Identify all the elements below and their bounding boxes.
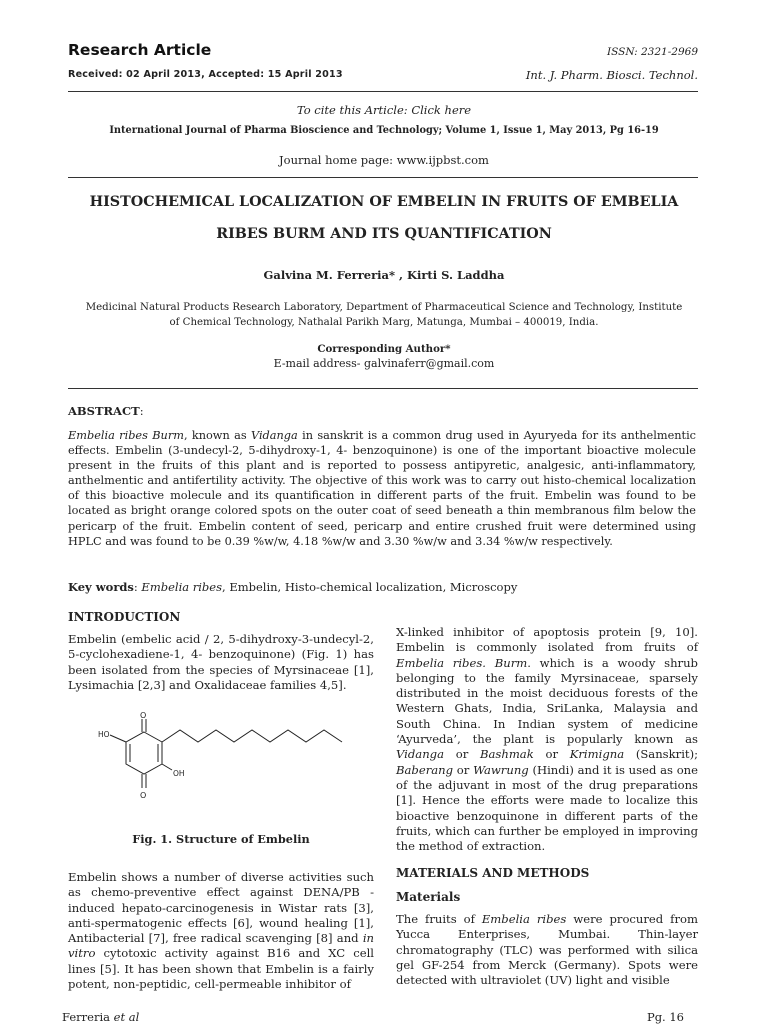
cite-link[interactable]: Click here — [411, 103, 472, 117]
abstract-species: Embelia ribes Burm — [68, 429, 184, 442]
materials-species: Embelia ribes — [481, 912, 567, 926]
homepage-label: Journal home page: — [279, 153, 397, 167]
materials-part-a: The fruits of — [396, 912, 482, 926]
right-p1-or-2: or — [533, 747, 570, 762]
abstract-t1: , known as — [183, 429, 251, 442]
structure-oh-label: OH — [173, 769, 185, 778]
intro-p2-part-a: Embelin shows a number of diverse activities such as chemo-preventive effect against DENA/PB -induced hepato-carcinogenesis in Wistar rats [3], anti-spermatogenic effects [6], wound healing [1], Antibacterial [7], free radical scavenging [8] and — [68, 870, 374, 946]
journal-abbreviation: Int. J. Pharm. Biosci. Technol. — [525, 68, 698, 82]
abstract-heading-colon: : — [139, 404, 144, 418]
materials-and-methods-heading: MATERIALS AND METHODS — [396, 866, 590, 880]
right-p1-wawrung: Wawrung — [473, 762, 529, 777]
title-rule — [68, 388, 698, 389]
article-type: Research Article — [68, 41, 212, 59]
abstract-t2: in sanskrit is a common drug used in Ayuryeda for its anthelmentic effects. Embelin (3-undecyl-2, 5-dihydroxy-1, 4- benzoquinone) is one of the important bioactive molecule present in the fruits of this plant and is reported to possess antipyretic, analgesic, anti-inflammatory, anthelmentic and antifertility activity. The objective of this work was to carry out histo-chemical localization of this bioactive molecule and its quantification in different parts of the fruit. Embelin was found to be located as bright orange colored spots on the outer coat of seed beneath a thin membranous film below the pericarp of the fruit. Embelin content of seed, pericarp and entire crushed fruit were determined using HPLC and was found to be 0.39 %w/w, 4.18 %w/w and 3.30 %w/w and 3.34 %w/w respectively. — [68, 429, 697, 548]
cite-line — [0, 103, 768, 117]
issn: ISSN: 2321-2969 — [606, 46, 698, 58]
affiliation-line-1: Medicinal Natural Products Research Laboratory, Department of Pharmaceutical Science and Technology, Institute — [85, 302, 683, 313]
right-p1-krimigna: Krimigna — [569, 747, 625, 762]
introduction-paragraph-1: Embelin (embelic acid / 2, 5-dihydroxy-3-undecyl-2, 5-cyclohexadiene-1, 4- benzoquinone) (Fig. 1) has been isolated from the species of Myrsinaceae [1], Lysimachia [2,3] and Oxalidaceae families 4,5]. — [68, 632, 374, 692]
structure-ho-label: HO — [98, 730, 110, 739]
intro-p2-part-b: cytotoxic activity against B16 and XC cell lines [5]. It has been shown that Embelin is a fairly potent, non-peptidic, cell-permeable inhibitor of — [68, 946, 374, 992]
introduction-paragraph-2 — [68, 870, 374, 992]
footer-author-name: Ferreria — [62, 1010, 114, 1024]
journal-citation: International Journal of Pharma Bioscience and Technology; Volume 1, Issue 1, May 2013, Pg 16-19 — [109, 125, 659, 136]
introduction-heading: INTRODUCTION — [68, 610, 181, 624]
right-p1-or-3: or — [453, 762, 474, 777]
corresponding-email: E-mail address- galvinaferr@gmail.com — [273, 357, 495, 370]
article-title-line-1: HISTOCHEMICAL LOCALIZATION OF EMBELIN IN FRUITS OF EMBELIA — [89, 194, 679, 210]
right-p1-part-b: . which is a woody shrub belonging to the family Myrsinaceae, sparsely distributed in the moist deciduous forests of the Western Ghats, India, SriLanka, Malaysia and South China. In Indian system of medicine ‘Ayurveda’, the plant is popularly known as — [396, 655, 698, 747]
embelin-structure — [96, 710, 356, 836]
keywords-species: Embelia ribes — [141, 580, 223, 594]
structure-oxygen-bottom: O — [140, 791, 147, 800]
article-title-line-2: RIBES BURM AND ITS QUANTIFICATION — [216, 226, 552, 242]
keywords-colon: : — [133, 580, 142, 594]
journal-homepage — [0, 153, 768, 167]
cite-prefix: To cite this Article: — [296, 103, 412, 117]
keywords-rest: , Embelin, Histo-chemical localization, Microscopy — [222, 580, 518, 594]
right-p1-or-1: or — [444, 747, 480, 762]
received-accepted-dates: Received: 02 April 2013, Accepted: 15 April 2013 — [68, 69, 343, 80]
right-p1-species: Embelia ribes. Burm — [396, 655, 528, 670]
footer-etal: et al — [113, 1010, 140, 1024]
intro-p2-invitro: in vitro — [68, 931, 374, 961]
right-p1-part-a: X-linked inhibitor of apoptosis protein [9, 10]. Embelin is commonly isolated from fruits of — [396, 625, 698, 655]
right-p1-sanskrit: (Sanskrit); — [624, 747, 698, 762]
homepage-link[interactable]: www.ijpbst.com — [396, 153, 489, 167]
materials-part-b: were procured from Yucca Enterprises, Mumbai. Thin-layer chromatography (TLC) was performed with silica gel GF-254 from Merck (Germany). Spots were detected with ultraviolet (UV) light and visible — [396, 912, 698, 988]
materials-paragraph — [396, 912, 698, 988]
page-number: Pg. 16 — [646, 1010, 684, 1024]
abstract-heading-text: ABSTRACT — [68, 404, 140, 418]
corresponding-author-label: Corresponding Author* — [317, 343, 451, 355]
keywords — [68, 580, 517, 594]
right-column-paragraph-1 — [396, 625, 698, 854]
abstract-vidanga: Vidanga — [250, 429, 298, 442]
keywords-label: Key words — [68, 580, 134, 594]
right-p1-part-c: (Hindi) and it is used as one of the adjuvant in most of the drug preparations [1]. Hence the efforts were made to localize this bioactive benzoquinone in different parts of the fruits, which can further be employed in improving the method of extraction. — [396, 762, 698, 854]
cite-rule — [68, 177, 698, 178]
right-p1-bashmak: Bashmak — [479, 747, 534, 762]
right-p1-baberang: Baberang — [396, 762, 454, 777]
authors: Galvina M. Ferreria* , Kirti S. Laddha — [263, 268, 505, 282]
structure-oxygen-top: O — [140, 711, 147, 720]
right-p1-vidanga: Vidanga — [396, 747, 445, 762]
header-rule — [68, 91, 698, 92]
footer-author — [62, 1010, 139, 1024]
figure-1-caption: Fig. 1. Structure of Embelin — [132, 832, 310, 846]
abstract-heading — [68, 404, 144, 418]
abstract-text — [68, 428, 696, 549]
materials-subheading: Materials — [396, 890, 461, 904]
affiliation-line-2: of Chemical Technology, Nathalal Parikh Marg, Matunga, Mumbai – 400019, India. — [169, 317, 599, 328]
